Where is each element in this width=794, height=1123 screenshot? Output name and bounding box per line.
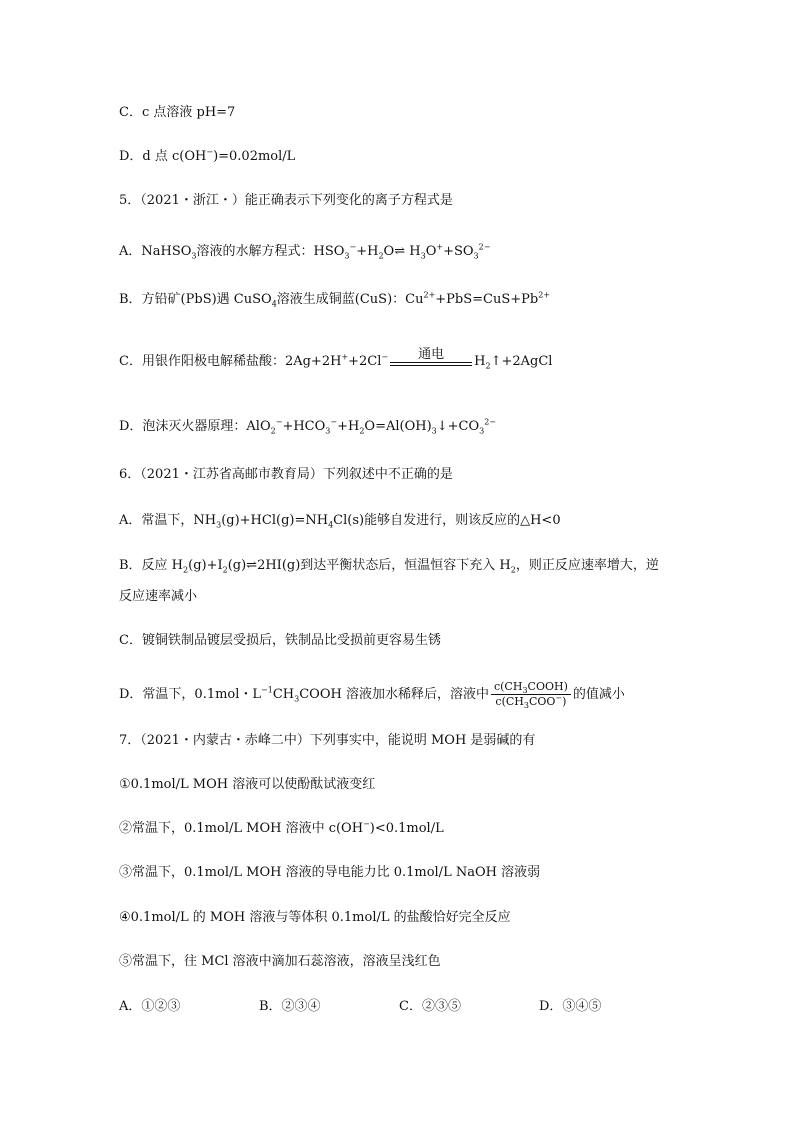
concentration-ratio-fraction: $\frac{c(CH_3COOH)}{c(CH_3COO^-)}$	[491, 680, 571, 709]
q7-choice-d: D．③④⑤	[539, 999, 602, 1014]
q7-statement-3: ③常温下，0.1mol/L MOH 溶液的导电能力比 0.1mol/L NaOH 溶液弱	[119, 865, 541, 880]
q7-choice-a: A．①②③	[119, 999, 181, 1014]
q7-statement-4: ④0.1mol/L 的 MOH 溶液与等体积 0.1mol/L 的盐酸恰好完全反应	[119, 910, 511, 925]
q6-option-c: C．镀铜铁制品镀层受损后，铁制品比受损前更容易生锈	[119, 633, 441, 648]
q5-option-b: B．方铅矿(PbS)遇 CuSO$_4$溶液生成铜蓝(CuS)：$Cu^{2+}+PbS=CuS+Pb^{2+}$	[119, 290, 551, 309]
q7-statement-5: ⑤常温下，往 MCl 溶液中滴加石蕊溶液，溶液呈浅红色	[119, 954, 441, 969]
q6-option-b: B．反应 $H_2(g)+I_2(g)\rightleftharpoons 2HI(g)$到达平衡状态后，恒温恒容下充入 $H_2$，则正反应速率增大，逆	[119, 558, 659, 575]
q6-option-d: D．常温下，0.1mol・$L^{-1}CH_3COOH$ 溶液加水稀释后，溶液中 $\frac{c(CH_3COOH)}{c(CH_3COO^-)}$ 的值减小	[119, 680, 625, 711]
q7-stem: 7．（2021・内蒙古・赤峰二中）下列事实中，能说明 MOH 是弱碱的有	[119, 733, 536, 748]
q7-statement-1: ①0.1mol/L MOH 溶液可以使酚酞试液变红	[119, 777, 376, 792]
q4-option-c: C．c 点溶液 pH=7	[119, 105, 236, 120]
q7-choices	[119, 998, 679, 1016]
q7-statement-2: ②常温下，0.1mol/L MOH 溶液中 c(OH−)<0.1mol/L	[119, 819, 444, 836]
q7-choice-b: B．②③④	[259, 999, 321, 1014]
q4-option-d: D．d 点 c(OH−)=0.02mol/L	[119, 147, 296, 164]
q5-option-c: C．用银作阳极电解稀盐酸：2Ag+2H++2Cl− 通电 $H_2↑+2AgCl$	[119, 347, 553, 371]
q5-stem: 5．（2021・浙江・）能正确表示下列变化的离子方程式是	[119, 193, 453, 208]
electrolysis-condition: 通电	[390, 347, 472, 366]
equilibrium-arrow-icon: ⇌	[394, 244, 406, 259]
q6-option-a: A．常温下，$NH_3(g)+HCl(g)=NH_4Cl(s)$能够自发进行，则该反应的△H<0	[119, 513, 561, 530]
q5-option-d: D．泡沫灭火器原理：$AlO_2^-+HCO_3^-+H_2O=Al(OH)_3↓+CO_3^{2-}$	[119, 417, 497, 436]
q6-stem: 6．（2021・江苏省高邮市教育局）下列叙述中不正确的是	[119, 467, 453, 482]
q6-option-b-continued: 反应速率减小	[119, 589, 198, 604]
q7-choice-c: C．②③⑤	[399, 999, 461, 1014]
q5-option-a: A．NaHSO$_3$溶液的水解方程式：$HSO_3^-+H_2O\rightleftharpoons$ $H_3O^++SO_3^{2-}$	[119, 242, 491, 261]
